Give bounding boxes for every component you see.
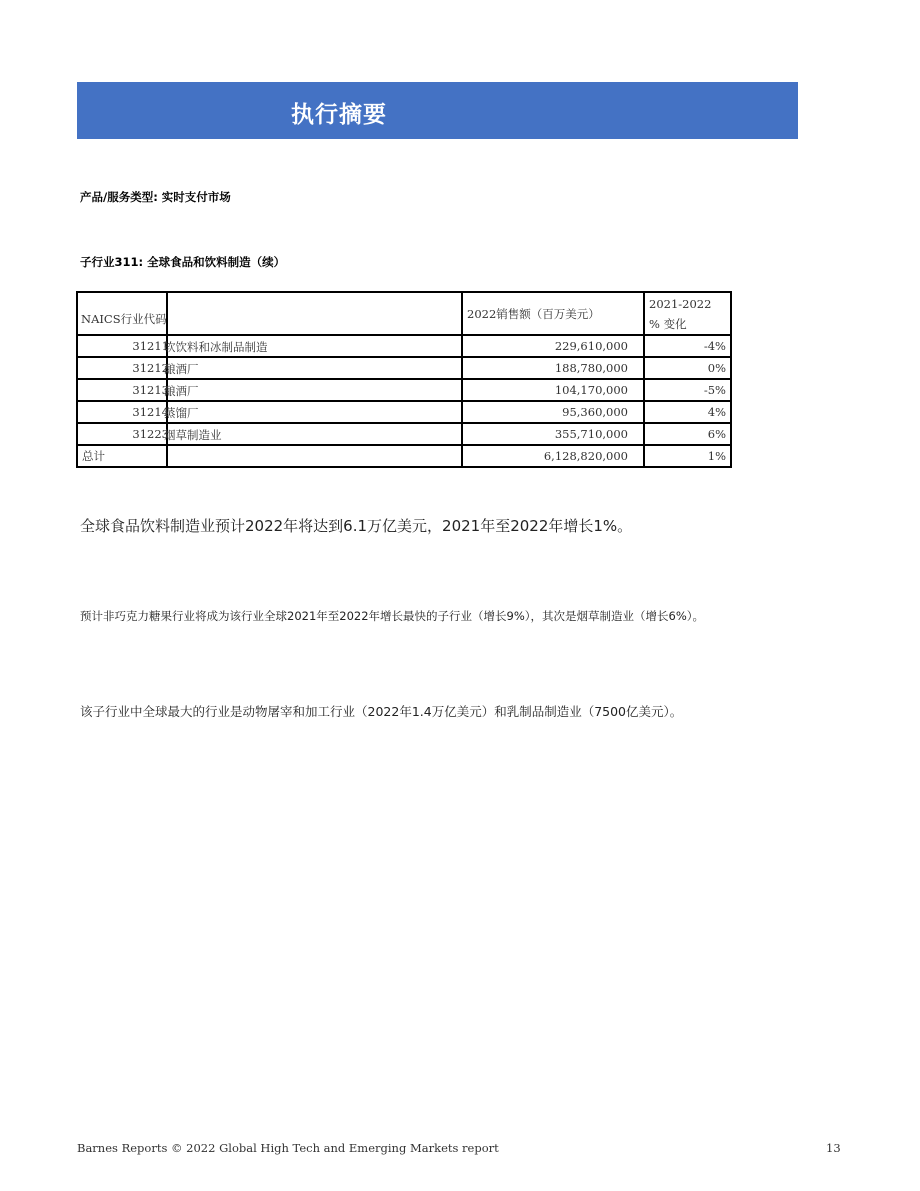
header-change-years: 2021-2022 <box>649 296 712 311</box>
row-change: 0% <box>644 357 731 379</box>
page-title: 执行摘要 <box>291 102 387 128</box>
sales-table <box>76 291 732 468</box>
row-code: 31214 <box>132 405 169 419</box>
row-change: 4% <box>644 401 731 423</box>
row-sales: 104,170,000 <box>462 379 644 401</box>
table-row <box>77 335 731 357</box>
summary-paragraph-2: 预计非巧克力糖果行业将成为该行业全球2021年至2022年增长最快的子行业（增长9%），其次是烟草制造业（增长6%）。 <box>80 609 705 623</box>
summary-paragraph-1: 全球食品饮料制造业预计2022年将达到6.1万亿美元，2021年至2022年增长1%。 <box>80 517 633 535</box>
row-name: 烟草制造业 <box>164 428 222 442</box>
row-change: 6% <box>644 423 731 445</box>
table-row <box>77 379 731 401</box>
header-sales: 2022销售额（百万美元） <box>462 292 644 335</box>
row-name: 蒸馏厂 <box>164 406 199 420</box>
row-change: -5% <box>644 379 731 401</box>
table-row <box>77 401 731 423</box>
total-change: 1% <box>644 445 731 467</box>
row-change: -4% <box>644 335 731 357</box>
page-number: 13 <box>826 1141 841 1155</box>
row-code: 31213 <box>132 383 169 397</box>
summary-paragraph-3: 该子行业中全球最大的行业是动物屠宰和加工行业（2022年1.4万亿美元）和乳制品制造业（7500亿美元）。 <box>80 704 683 719</box>
row-name: 酿酒厂 <box>164 384 199 398</box>
product-type-line: 产品/服务类型: 实时支付市场 <box>80 190 231 204</box>
total-sales: 6,128,820,000 <box>462 445 644 467</box>
row-code: 31211 <box>132 339 169 353</box>
table-row <box>77 357 731 379</box>
row-sales: 188,780,000 <box>462 357 644 379</box>
table-header-row <box>77 292 731 335</box>
table-row <box>77 423 731 445</box>
header-change-pct: % 变化 <box>649 316 687 331</box>
table-total-row <box>77 445 731 467</box>
row-sales: 229,610,000 <box>462 335 644 357</box>
row-code: 31212 <box>132 361 169 375</box>
row-name: 软饮料和冰制品制造 <box>164 340 268 354</box>
row-sales: 355,710,000 <box>462 423 644 445</box>
header-naics-code: NAICS行业代码 <box>81 312 167 326</box>
subsector-line: 子行业311: 全球食品和饮料制造（续） <box>80 255 286 269</box>
row-name: 酿酒厂 <box>164 362 199 376</box>
row-code: 31223 <box>132 427 169 441</box>
footer-text: Barnes Reports © 2022 Global High Tech and Emerging Markets report <box>77 1141 499 1155</box>
title-banner <box>77 82 798 139</box>
row-sales: 95,360,000 <box>462 401 644 423</box>
header-change <box>644 292 731 335</box>
total-label: 总计 <box>77 445 167 467</box>
